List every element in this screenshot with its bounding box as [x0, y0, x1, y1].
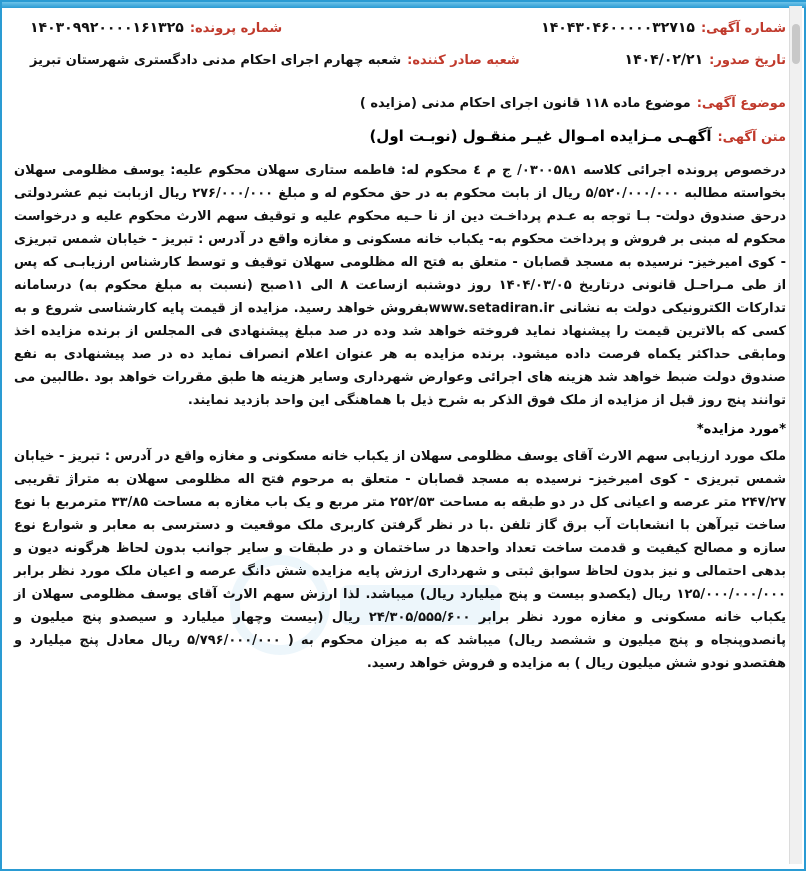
case-number-value: ۱۴۰۳۰۹۹۲۰۰۰۰۱۶۱۳۲۵ [30, 20, 184, 36]
header-row-1 [14, 20, 786, 46]
auction-item-title: *مورد مزایده* [696, 422, 786, 437]
issuing-branch-label: شعبه صادر کننده: [407, 53, 520, 68]
notice-text-line [14, 127, 786, 145]
subject-label: موضوع آگهی: [696, 96, 786, 111]
notice-paragraph-2: ملک مورد ارزیابی سهم الارث آقای یوسف مظلومی سهلان از یکباب خانه مسکونی و مغازه واقع در آدرس : تبریز - خیابان شمس تبریزی - کوی امیرخیز- نرسیده به مسجد قصابان - متعلق به مرحوم فتح اله مظلومی سهلان به متراژ تقریبی ۲۴۷/۲۷ متر عرصه و اعیانی کل در دو طبقه به مساحت ۲۵۲/۵۳ متر مربع و یک باب مغازه به مساحت ۳۳/۸۵ مترمربع با نوع ساخت تیرآهن با انشعابات آب برق گاز تلفن .با در نظر گرفتن کاربری ملک موقعیت و دسترسی به معابر و شوارع نوع سازه و مصالح کیفیت و قدمت ساخت تعداد واحدها در ساختمان و در طبقات و سایر جوانب بدون لحاظ هرگونه دیون و بدهی احتمالی و نیز بدون لحاظ سوابق ثبتی و شهرداری ارزش پایه مزایده شش دانگ عرصه و اعیان ملک مورد نظر برابر ۱۲۵/۰۰۰/۰۰۰/۰۰۰ ریال (یکصدو بیست و پنج میلیارد ریال) میباشد. لذا ارزش سهم الارث آقای یوسف مظلومی سهلان از یکباب خانه مسکونی و مغازه مورد نظر برابر ۲۴/۳۰۵/۵۵۵/۶۰۰ ریال (بیست وچهار میلیارد و سیصدو پنج میلیون و پانصدوپنجاه و پنج میلیون و ششصد ریال) میباشد که به میزان محکوم به ( ۵/۷۹۶/۰۰۰/۰۰۰ ریال معادل پنج میلیارد و هفتصدو نودو شش میلیون ریال ) به مزایده و فروش خواهد رسید. [14, 449, 787, 671]
frame-top-accent [2, 2, 806, 8]
vertical-scrollbar[interactable] [789, 6, 802, 864]
notice-number-value: ۱۴۰۴۳۰۴۶۰۰۰۰۰۳۲۷۱۵ [541, 20, 695, 36]
notice-number-label: شماره آگهی: [700, 21, 786, 36]
notice-text-label: متن آگهی: [717, 130, 786, 145]
case-number [30, 20, 282, 36]
issue-date [625, 52, 786, 68]
issue-date-label: تاریخ صدور: [709, 53, 786, 68]
issuing-branch-value: شعبه چهارم اجرای احکام مدنی دادگستری شهرستان تبریز [30, 53, 402, 68]
notice-number [541, 20, 786, 36]
issue-date-value: ۱۴۰۴/۰۲/۲۱ [624, 52, 704, 68]
subject-line [14, 96, 786, 111]
header-row-2 [14, 52, 786, 78]
subject-value: موضوع ماده ۱۱۸ قانون اجرای احکام مدنی (مزایده ) [359, 96, 691, 111]
notice-paragraph-1: درخصوص پرونده اجرائی کلاسه ۰۳۰۰۵۸۱/ ج م ٤ محکوم له: فاطمه ستاری سهلان محکوم علیه: یوسف مظلومی سهلان بخواسته مطالبه ۵/۵۲۰/۰۰۰/۰۰۰ ریال از بابت محکوم به در حق محکوم له و مبلغ ۲۷۶/۰۰۰/۰۰۰ ریال ازبابت نیم عشردولتی درحق صندوق دولت- بـا توجه به عـدم پرداخـت دین از نا حـیه محکوم علیه و توقیف سهم الارث محکوم علیه و درخواست محکوم له مبنی بر فروش و پرداخت محکوم به- یکباب خانه مسکونی و مغازه واقع در آدرس : تبریز - خیابان شمس تبریزی - کوی امیرخیز- نرسیده به مسجد قصابان - متعلق به فتح اله مظلومی سهلان توقیف و توسط کارشناس ارزیابـی که پس از طی مـراحـل قانونی درتاریخ ۱۴۰۴/۰۳/۰۵ روز دوشنبه ازساعت ۸ الی ۱۱صبح (نسبت به مبلغ محکوم به) درسامانه تدارکات الکترونیکی دولت به نشانی www.setadiran.irبفروش خواهد رسید. مزایده از قیمت پایه کارشناسی شروع و به کسی که بالاترین قیمت را پیشنهاد نماید فروخته خواهد شد وده در صد مبلغ پیشنهادی فی المجلس از برنده مزایده اخذ ومابقی حداکثر یکماه فرصت داده میشود. برنده مزایده به هر عنوان اعلام انصراف نماید ده در صد پیشنهادی به نفع صندوق دولت ضبط خواهد شد هزینه های اجرائی وعوارض شهرداری وسایر هزینه ها طبق مقررات خواهد بود .طالبین می توانند پنج روز قبل از مزایده از ملک فوق الذکر به شرح ذیل با هماهنگی این واحد بازدید نمایند. [14, 163, 787, 408]
case-number-label: شماره پرونده: [189, 21, 283, 36]
scrollbar-thumb[interactable] [792, 24, 800, 64]
notice-page [14, 10, 786, 675]
notice-title: آگهـی مـزایده امـوال غیـر منقـول (نوبـت اول) [369, 127, 712, 145]
issuing-branch [30, 53, 520, 68]
